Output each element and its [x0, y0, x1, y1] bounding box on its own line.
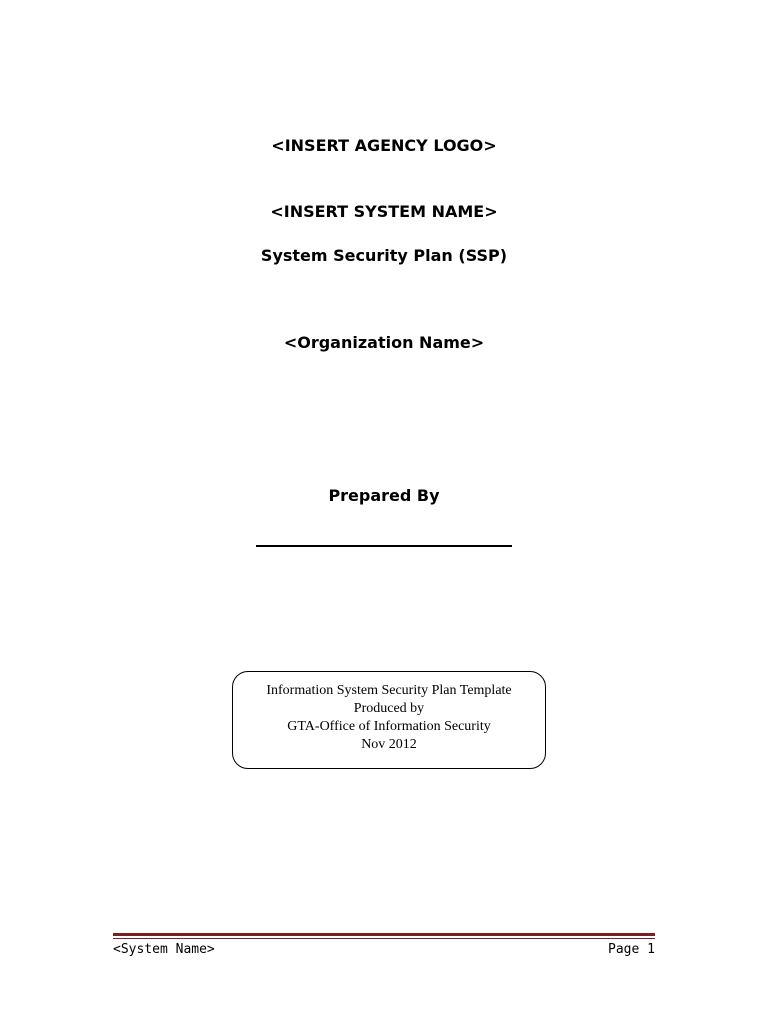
- template-info-box: [232, 671, 546, 769]
- system-name-placeholder: <INSERT SYSTEM NAME>: [270, 202, 498, 221]
- document-title: System Security Plan (SSP): [260, 246, 508, 265]
- footer-page-number: Page 1: [608, 942, 655, 957]
- template-info-line-1: Information System Security Plan Template: [266, 683, 512, 698]
- signature-line: [256, 545, 512, 547]
- prepared-by-label: Prepared By: [328, 486, 440, 505]
- template-info-line-4: Nov 2012: [361, 737, 417, 752]
- organization-name-placeholder: <Organization Name>: [283, 333, 485, 352]
- footer-system-name: <System Name>: [113, 942, 215, 957]
- template-info-line-2: Produced by: [353, 701, 425, 716]
- template-info-line-3: GTA-Office of Information Security: [287, 719, 491, 734]
- footer-rule-thick: [113, 933, 655, 936]
- agency-logo-placeholder: <INSERT AGENCY LOGO>: [271, 136, 497, 155]
- footer-rule-thin: [113, 938, 655, 939]
